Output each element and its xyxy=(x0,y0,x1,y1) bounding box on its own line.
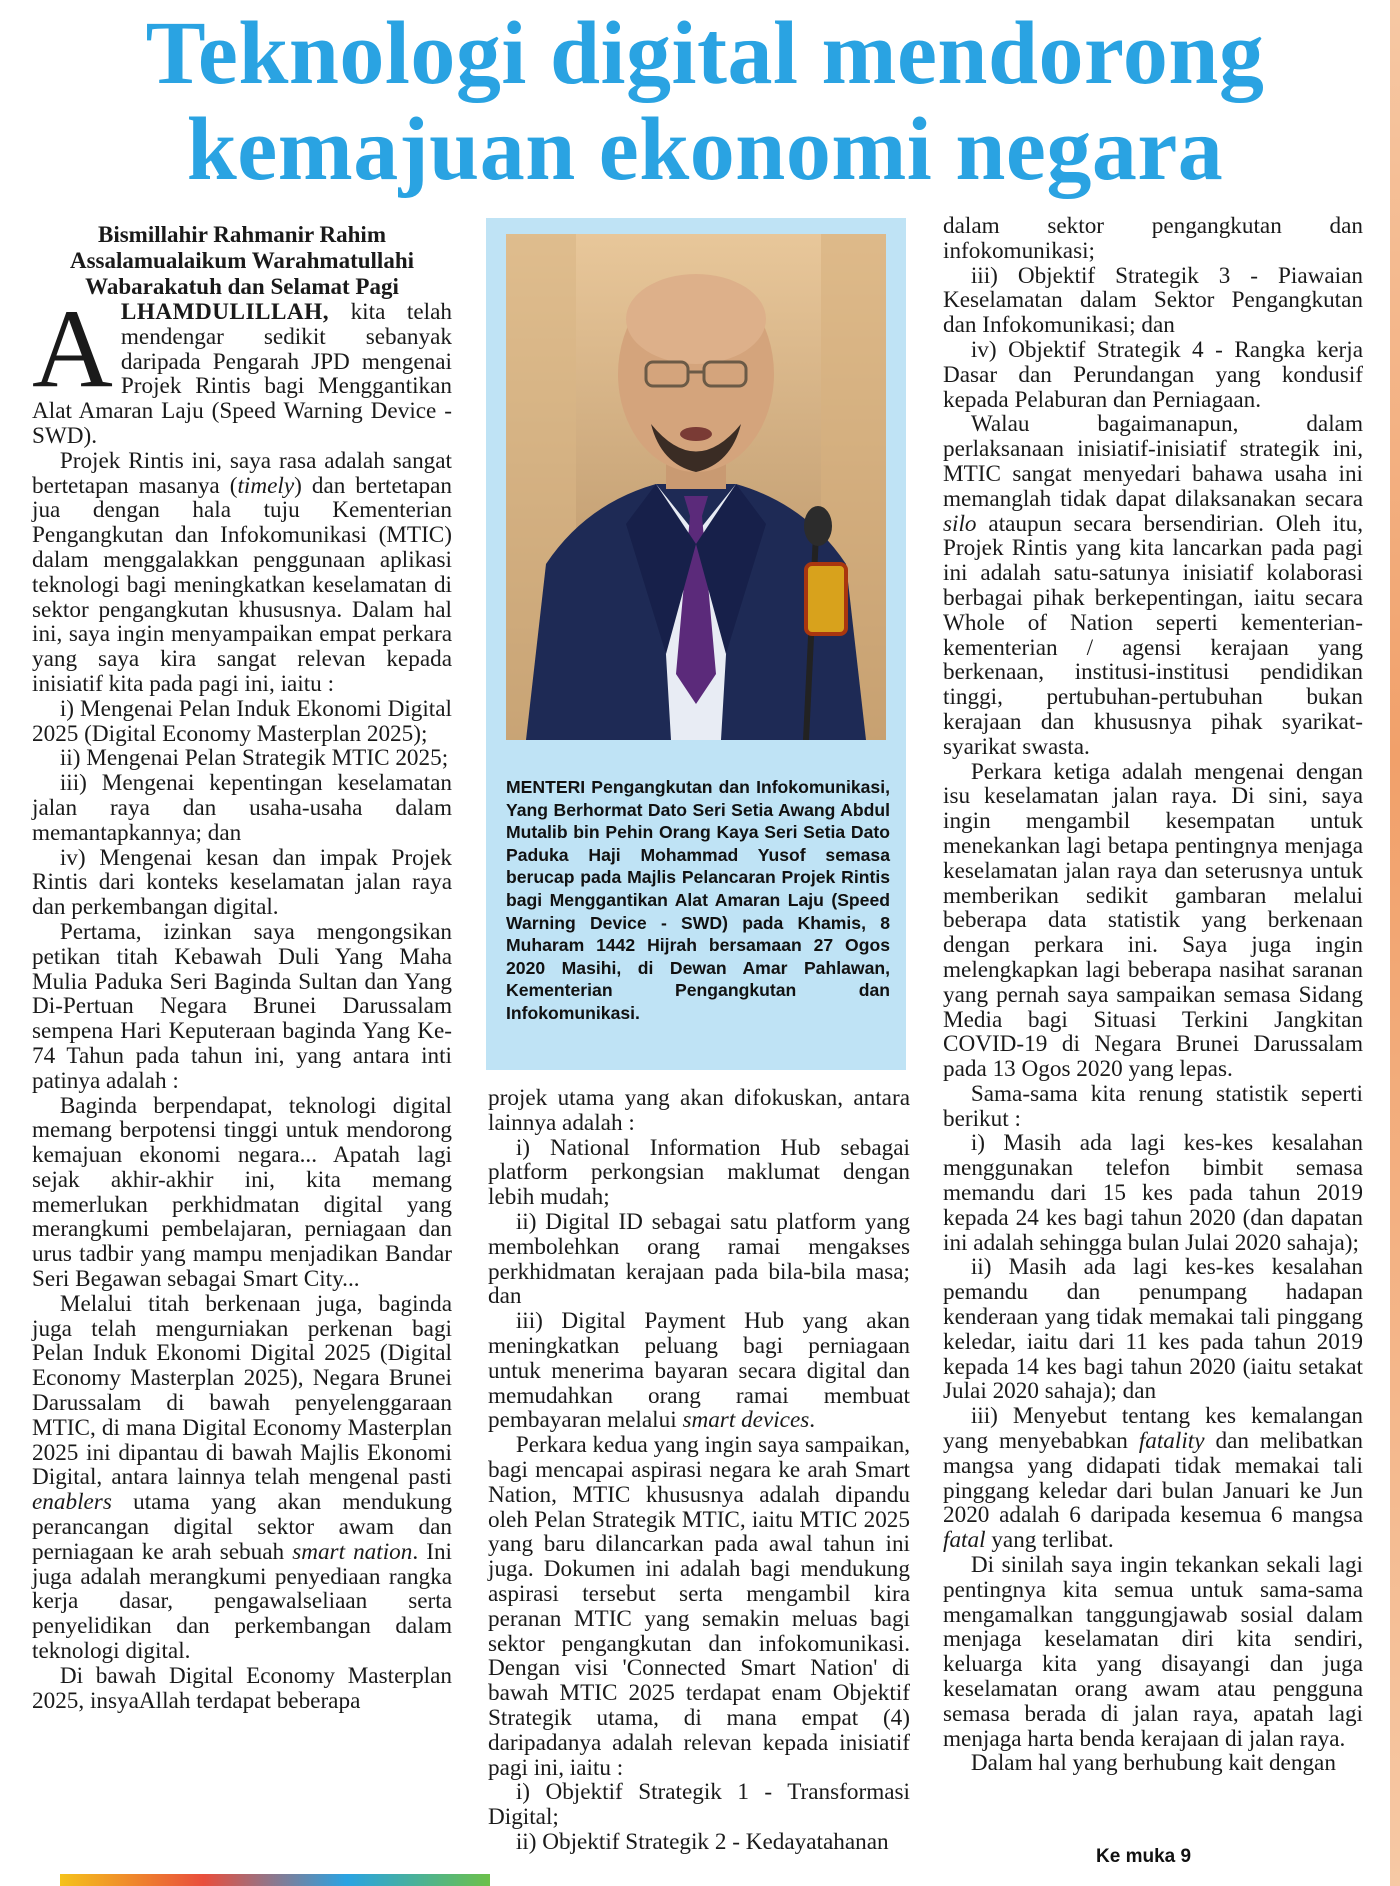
photo-caption: MENTERI Pengangkutan dan Infokomunikasi, Yang Berhormat Dato Seri Setia Awang Abdul Mutalib bin Pehin Orang Kaya Seri Setia Dato Paduka Haji Mohammad Yusof semasa berucap pada Majlis Pelancaran Projek Rintis bagi Menggantikan Alat Amaran Laju (Speed Warning Device - SWD) pada Khamis, 8 Muharam 1442 Hijrah bersamaan 27 Ogos 2020 Masihi, di Dewan Amar Pahlawan, Kementerian Pengangkutan dan Infokomunikasi. xyxy=(506,777,890,1023)
headline xyxy=(40,6,1370,198)
list-item xyxy=(488,1309,910,1433)
italic-term: enablers xyxy=(32,1489,112,1516)
list-item: iv) Mengenai kesan dan impak Projek Rintis dari konteks keselamatan jalan raya dan perkembangan digital. xyxy=(32,844,452,921)
page-edge-strip xyxy=(1390,0,1400,1886)
drop-cap: A xyxy=(32,287,113,411)
list-item: iv) Objektif Strategik 4 - Rangka kerja Dasar dan Perundangan yang kondusif kepada Pelaburan dan Perniagaan. xyxy=(943,336,1363,413)
paragraph: Baginda berpendapat, teknologi digital memang berpotensi tinggi untuk mendorong kemajuan ekonomi negara... Apatah lagi sejak akhir-akhir ini, kita memang memerlukan perkhidmatan digital yang merangkumi pembelajaran, perniagaan dan urus tadbir yang mampu menjadikan Bandar Seri Begawan sebagai Smart City... xyxy=(32,1092,452,1293)
greeting xyxy=(32,222,452,300)
italic-term: timely xyxy=(237,472,295,499)
paragraph: Di bawah Digital Economy Masterplan 2025, insyaAllah terdapat beberapa xyxy=(32,1662,452,1714)
paragraph-text: Melalui titah berkenaan juga, baginda juga telah mengurniakan perkenan bagi Pelan Induk Ekonomi Digital 2025 (Digital Economy Masterplan 2025), Negara Brunei Darussalam di bawah penyelenggaraan MTIC, di mana Digital Economy Masterplan 2025 ini dipantau di bawah Majlis Ekonomi Digital, antara lainnya telah mengenal pasti xyxy=(32,1290,452,1491)
list-item xyxy=(943,1404,1363,1553)
greeting-line-3: Wabarakatuh dan Selamat Pagi xyxy=(85,274,399,299)
list-item: i) Masih ada lagi kes-kes kesalahan menggunakan telefon bimbit semasa memandu dari 15 kes pada tahun 2019 kepada 24 kes bagi tahun 2020 (dan dapatan ini adalah sehingga bulan Julai 2020 sahaja); xyxy=(943,1130,1363,1256)
list-item: ii) Mengenai Pelan Strategik MTIC 2025; xyxy=(59,745,449,772)
list-item: ii) Masih ada lagi kes-kes kesalahan pemandu dan penumpang hadapan kenderaan yang tidak memakai tali pinggang keledar, iaitu dari 11 kes pada tahun 2019 kepada 14 kes bagi tahun 2020 (iaitu setakat Julai 2020 sahaja); dan xyxy=(943,1254,1363,1405)
paragraph: Sama-sama kita renung statistik seperti berikut : xyxy=(943,1080,1363,1132)
paragraph: Pertama, izinkan saya mengongsikan petikan titah Kebawah Duli Yang Maha Mulia Paduka Seri Baginda Sultan dan Yang Di-Pertuan Negara Brunei Darussalam sempena Hari Keputeraan baginda Yang Ke-74 Tahun pada tahun ini, yang antara inti patinya adalah : xyxy=(32,918,452,1094)
list-item: i) National Information Hub sebagai platform perkongsian maklumat dengan lebih mudah; xyxy=(488,1134,910,1211)
list-item: ii) Objektif Strategik 2 - Kedayatahanan xyxy=(515,1828,889,1855)
greeting-line-2: Assalamualaikum Warahmatullahi xyxy=(69,248,414,273)
paragraph-text: iii) Digital Payment Hub yang akan meningkatkan peluang bagi perniagaan untuk menerima bayaran secara digital dan memudahkan orang ramai membuat pembayaran melalui xyxy=(488,1308,910,1434)
headline-line-1: Teknologi digital mendorong xyxy=(145,4,1265,103)
list-item: i) Objektif Strategik 1 - Transformasi Digital; xyxy=(488,1779,910,1831)
article-column-3 xyxy=(943,214,1363,1864)
italic-term: silo xyxy=(943,510,977,537)
list-item: ii) Digital ID sebagai satu platform yang membolehkan orang ramai mengakses perkhidmatan kerajaan pada bila-bila masa; dan xyxy=(488,1208,910,1310)
italic-term: fatal xyxy=(943,1527,986,1554)
headline-line-2: kemajuan ekonomi negara xyxy=(186,100,1224,199)
italic-term: smart devices xyxy=(682,1407,810,1434)
opening-paragraph xyxy=(32,287,452,449)
minister-photo xyxy=(506,234,886,740)
paragraph-text: Walau bagaimanapun, dalam perlaksanaan inisiatif-inisiatif strategik ini, MTIC sangat menyedari bahawa usaha ini memanglah tidak dapat dilaksanakan secara xyxy=(943,411,1363,512)
paragraph-text: yang terlibat. xyxy=(985,1527,1114,1554)
paragraph-text: Projek Rintis ini, saya rasa adalah sangat bertetapan masanya ( xyxy=(32,447,452,499)
italic-term: fatality xyxy=(1138,1428,1205,1455)
minister-illustration xyxy=(506,234,886,740)
paragraph-text: iii) Menyebut tentang kes kemalangan yang menyebabkan xyxy=(943,1403,1363,1455)
paragraph: Dalam hal yang berhubung kait dengan xyxy=(970,1750,1336,1777)
lead-word: LHAMDULILLAH, xyxy=(120,299,330,325)
list-item: iii) Mengenai kepentingan keselamatan jalan raya dan usaha-usaha dalam memantapkannya; dan xyxy=(32,770,452,846)
list-item: i) Mengenai Pelan Induk Ekonomi Digital 2025 (Digital Economy Masterplan 2025); xyxy=(32,695,452,747)
paragraph: projek utama yang akan difokuskan, antara lainnya adalah : xyxy=(488,1085,910,1136)
paragraph: dalam sektor pengangkutan dan infokomunikasi; xyxy=(943,213,1363,264)
paragraph: Perkara ketiga adalah mengenai dengan isu keselamatan jalan raya. Di sini, saya ingin mengambil kesempatan untuk menekankan lagi betapa pentingnya menjaga keselamatan jalan raya dan seterusnya untuk memberikan sedikit gambaran melalui beberapa data statistik yang berkenaan dengan perkara ini. Saya juga ingin melengkapkan lagi beberapa nasihat saranan yang pernah saya sampaikan semasa Sidang Media bagi Situasi Terkini Jangkitan COVID-19 di Negara Brunei Darussalam pada 13 Ogos 2020 yang lepas. xyxy=(943,758,1363,1083)
article-column-1 xyxy=(32,222,452,1872)
paragraph-text: utama yang akan mendukung perancangan digital sektor awam dan perniagaan ke arah sebuah xyxy=(32,1489,452,1565)
article-column-2 xyxy=(488,1086,910,1876)
paragraph-text: ) dan bertetapan jua dengan hala tuju Kementerian Pengangkutan dan Infokomunikasi (MTIC) dalam menggalakkan penggunaan aplikasi teknologi bagi meningkatkan keselamatan di sektor pengangkutan khususnya. Dalam hal ini, saya ingin menyampaikan empat perkara yang saya kira sangat relevan kepada inisiatif kita pada pagi ini, iaitu : xyxy=(32,472,452,697)
paragraph-text: . Ini juga adalah merangkumi penyediaan rangka kerja dasar, pengawalseliaan serta penyelidikan dan perkembangan dalam teknologi digital. xyxy=(32,1538,452,1665)
paragraph: Di sinilah saya ingin tekankan sekali lagi pentingnya kita semua untuk sama-sama mengamalkan tanggungjawab sosial dalam menjaga keselamatan diri kita sendiri, keluarga kita yang disayangi dan juga keselamatan orang awam atau pengguna semasa berada di jalan raya, apatah lagi menjaga harta benda kerajaan di jalan raya. xyxy=(943,1552,1363,1752)
paragraph-text: kita telah mendengar sedikit sebanyak daripada Pengarah JPD mengenai Projek Rintis bagi Menggantikan Alat Amaran Laju (Speed Warning Device - SWD). xyxy=(32,299,452,449)
colour-band xyxy=(60,1874,490,1886)
paragraph-text: dan melibatkan mangsa yang didapati tidak memakai tali pinggang keledar dari bulan Januari ke Jun 2020 adalah 6 daripada kesemua 6 mangsa xyxy=(943,1428,1364,1529)
paragraph xyxy=(943,412,1363,759)
italic-term: smart nation xyxy=(292,1538,413,1565)
paragraph xyxy=(32,1292,452,1664)
paragraph-text: ataupun secara bersendirian. Oleh itu, Projek Rintis yang kita lancarkan pada pagi ini adalah satu-satunya inisiatif kolaborasi berbagai pihak berkepentingan, iaitu secara Whole of Nation seperti kementerian-kementerian / agensi kerajaan yang berkenaan, institusi-institusi pendidikan tinggi, pertubuhan-pertubuhan bukan kerajaan dan khususnya pihak syarikat-syarikat swasta. xyxy=(943,510,1363,760)
list-item: iii) Objektif Strategik 3 - Piawaian Keselamatan dalam Sektor Pengangkutan dan Infokomunikasi; dan xyxy=(943,262,1363,339)
paragraph-text: . xyxy=(809,1407,816,1434)
paragraph xyxy=(32,449,452,697)
continued-on-page-link[interactable]: Ke muka 9 xyxy=(1096,1846,1192,1867)
paragraph: Perkara kedua yang ingin saya sampaikan, bagi mencapai aspirasi negara ke arah Smart Nation, MTIC khususnya adalah dipandu oleh Pelan Strategik MTIC, iaitu MTIC 2025 yang baru dilancarkan pada awal tahun ini juga. Dokumen ini adalah bagi mendukung aspirasi tersebut serta mengambil kira peranan MTIC yang semakin meluas bagi sektor pengangkutan dan infokomunikasi. Dengan visi 'Connected Smart Nation' di bawah MTIC 2025 terdapat enam Objektif Strategik utama, di mana empat (4) daripadanya adalah relevan kepada inisiatif pagi ini, iaitu : xyxy=(488,1432,910,1781)
greeting-line-1: Bismillahir Rahmanir Rahim xyxy=(98,222,386,247)
